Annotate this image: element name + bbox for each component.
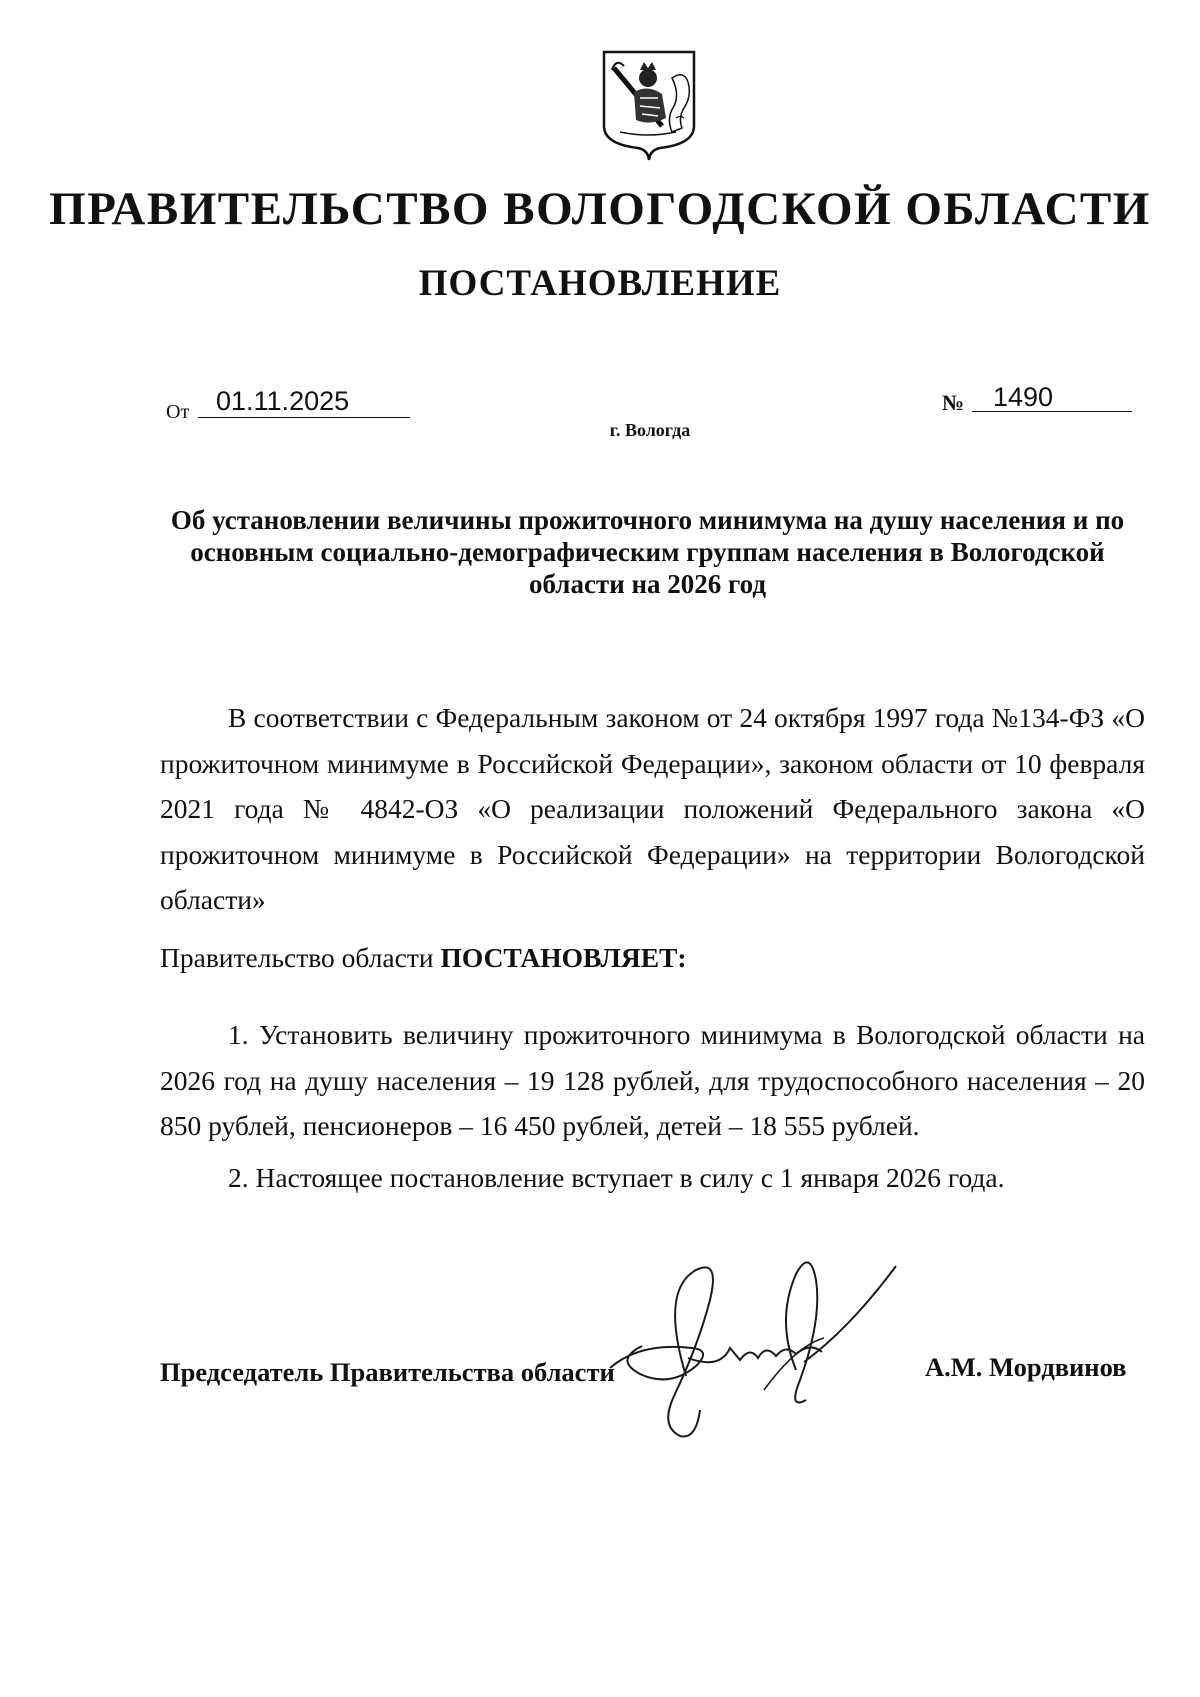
document-number: 1490 — [993, 382, 1054, 412]
date-underline — [198, 417, 410, 418]
resolves-word: ПОСТАНОВЛЯЕТ: — [440, 942, 687, 973]
handwritten-signature — [600, 1250, 920, 1450]
signer-name: А.М. Мордвинов — [925, 1352, 1127, 1382]
date-prefix: От — [166, 401, 190, 423]
organization-title: ПРАВИТЕЛЬСТВО ВОЛОГОДСКОЙ ОБЛАСТИ — [49, 183, 1151, 235]
document-type: ПОСТАНОВЛЕНИЕ — [418, 263, 782, 304]
resolution-item-2: 2. Настоящее постановление вступает в силу с 1 января 2026 года. — [228, 1162, 1005, 1193]
document-date: 01.11.2025 — [216, 386, 350, 416]
number-underline — [972, 411, 1132, 412]
coat-of-arms-icon — [600, 48, 698, 162]
city-label: г. Вологда — [609, 420, 691, 440]
document-subject: Об установлении величины прожиточного минимума на душу населения и по основным социально-демографическим группам населения в Вологодской области на 2026 год — [170, 505, 1125, 599]
resolution-item-1: 1. Установить величину прожиточного минимума в Вологодской области на 2026 год на душу населения – 19 128 рублей, для трудоспособного населения – 20 850 рублей, пенсионеров – 16 450 рублей, детей – 18 555 рублей. — [160, 1019, 1145, 1141]
resolves-lead: Правительство области — [160, 942, 441, 973]
signer-position: Председатель Правительства области — [160, 1357, 615, 1387]
number-prefix: № — [942, 390, 965, 415]
preamble-paragraph: В соответствии с Федеральным законом от 24 октября 1997 года №134-ФЗ «О прожиточном минимуме в Российской Федерации», законом области от 10 февраля 2021 года № 4842-ОЗ «О реализации положений Федерального закона «О прожиточном минимуме в Российской Федерации» на территории Вологодской области» — [160, 702, 1145, 915]
resolves-line — [160, 935, 1145, 981]
